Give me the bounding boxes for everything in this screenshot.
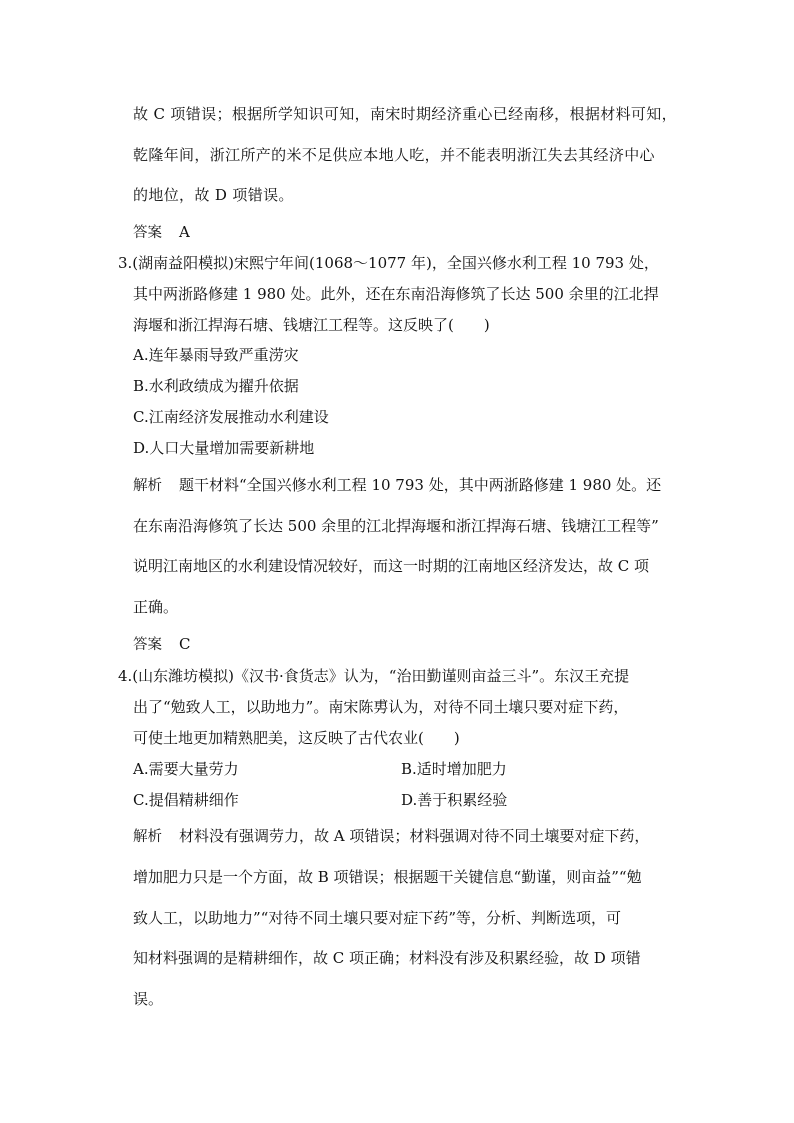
- q3-analysis-line-4: 正确。: [133, 598, 179, 616]
- q3-stem-line-2: 其中两浙路修建 1 980 处。此外，还在东南沿海修筑了长达 500 余里的江北捍: [133, 285, 659, 303]
- analysis-label: 解析: [133, 829, 162, 845]
- q4-options-row-2: [133, 790, 533, 810]
- q2-answer: [133, 222, 190, 243]
- q2-analysis-line-2: 乾隆年间，浙江所产的米不足供应本地人吃，并不能表明浙江失去其经济中心: [133, 146, 655, 164]
- q4-option-c: C.提倡精耕细作: [133, 791, 239, 809]
- analysis-label: 解析: [133, 478, 162, 494]
- q3-answer: [133, 634, 190, 655]
- q4-analysis-line-3: 致人工，以助地力”“对待不同土壤只要对症下药”等，分析、判断选项，可: [133, 909, 622, 927]
- q4-options-row-1: [133, 759, 533, 779]
- answer-label: 答案: [133, 225, 162, 241]
- q4-stem-line-3: 可使土地更加精熟肥美，这反映了古代农业( ): [133, 729, 460, 747]
- q3-option-d: D.人口大量增加需要新耕地: [133, 439, 315, 457]
- q3-analysis-line-2: 在东南沿海修筑了长达 500 余里的江北捍海堰和浙江捍海石塘、钱塘江工程等”: [133, 517, 659, 535]
- q2-analysis-line-1: 故 C 项错误；根据所学知识可知，南宋时期经济重心已经南移，根据材料可知，: [133, 105, 677, 123]
- q3-analysis-line-3: 说明江南地区的水利建设情况较好，而这一时期的江南地区经济发达，故 C 项: [133, 557, 650, 575]
- q2-analysis-line-3: 的地位，故 D 项错误。: [133, 186, 294, 204]
- q4-analysis-text-1: 材料没有强调劳力，故 A 项错误；材料强调对待不同土壤要对症下药，: [179, 827, 650, 845]
- answer-label: 答案: [133, 637, 162, 653]
- q4-option-d: D.善于积累经验: [401, 791, 508, 809]
- q3-option-a: A.连年暴雨导致严重涝灾: [133, 346, 299, 364]
- q3-analysis-line-1: [133, 475, 661, 496]
- answer-value: C: [179, 635, 191, 653]
- q3-option-b: B.水利政绩成为擢升依据: [133, 377, 299, 395]
- q4-option-a: A.需要大量劳力: [133, 760, 239, 778]
- q4-analysis-line-5: 误。: [133, 990, 164, 1008]
- q3-stem-line-1: 3.(湖南益阳模拟)宋熙宁年间(1068～1077 年)，全国兴修水利工程 10 793 处，: [118, 254, 659, 272]
- q3-option-c: C.江南经济发展推动水利建设: [133, 408, 329, 426]
- q3-stem-line-3: 海堰和浙江捍海石塘、钱塘江工程等。这反映了( ): [133, 316, 490, 334]
- q4-option-b: B.适时增加肥力: [401, 760, 507, 778]
- q3-analysis-text-1: 题干材料“全国兴修水利工程 10 793 处，其中两浙路修建 1 980 处。还: [179, 476, 662, 494]
- answer-value: A: [179, 223, 190, 241]
- q4-stem-line-1: 4.(山东潍坊模拟)《汉书·食货志》认为，“治田勤谨则亩益三斗”。东汉王充提: [118, 667, 630, 685]
- q4-analysis-line-1: [133, 826, 649, 847]
- q4-analysis-line-2: 增加肥力只是一个方面，故 B 项错误；根据题干关键信息“勤谨，则亩益”“勉: [133, 868, 642, 886]
- q4-analysis-line-4: 知材料强调的是精耕细作，故 C 项正确；材料没有涉及积累经验，故 D 项错: [133, 949, 641, 967]
- q4-stem-line-2: 出了“勉致人工，以助地力”。南宋陈旉认为，对待不同土壤只要对症下药，: [133, 698, 629, 716]
